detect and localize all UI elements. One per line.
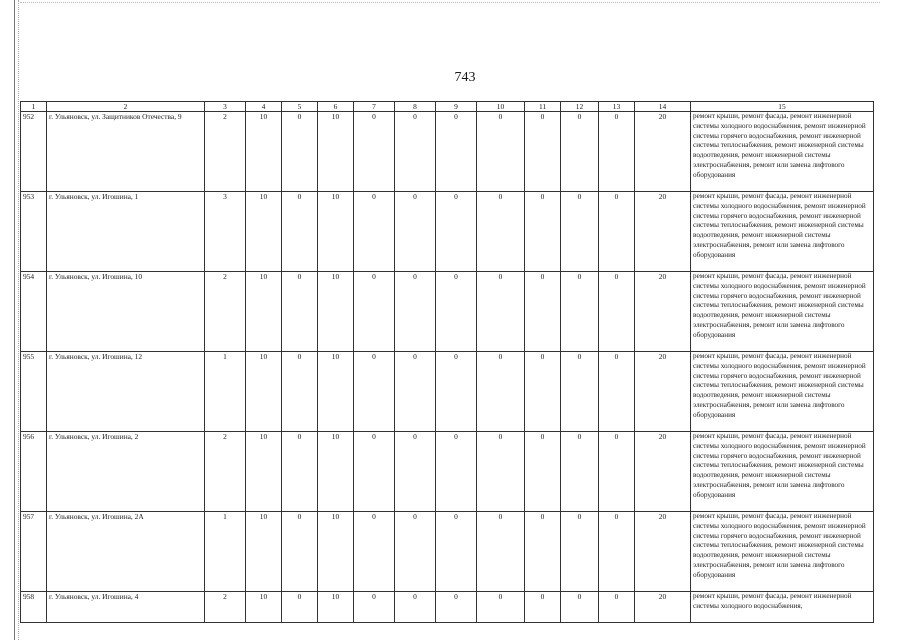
- repair-works-cell: ремонт крыши, ремонт фасада, ремонт инженерной системы холодного водоснабжения, ремонт инженерной системы горячего водоснабжения, ремонт инженерной системы теплоснабжения, ремонт инженерной системы водоотведения, ремонт инженерной системы электроснабжения, ремонт или замена лифтового оборудования: [691, 352, 874, 432]
- value-cell-col-3: 3: [205, 192, 246, 272]
- address-cell: г. Ульяновск, ул. Игошина, 2А: [47, 512, 205, 592]
- repair-works-cell: ремонт крыши, ремонт фасада, ремонт инженерной системы холодного водоснабжения, ремонт инженерной системы горячего водоснабжения, ремонт инженерной системы теплоснабжения, ремонт инженерной системы водоотведения, ремонт инженерной системы электроснабжения, ремонт или замена лифтового оборудования: [691, 272, 874, 352]
- value-cell-col-9: 0: [436, 112, 477, 192]
- table-row: [21, 192, 874, 272]
- housing-repair-table: [20, 101, 874, 623]
- value-cell-col-7: 0: [354, 112, 395, 192]
- value-cell-col-6: 10: [318, 192, 354, 272]
- value-cell-col-12: 0: [561, 592, 599, 623]
- value-cell-col-3: 2: [205, 592, 246, 623]
- value-cell-col-3: 2: [205, 272, 246, 352]
- value-cell-col-14: 20: [635, 592, 691, 623]
- value-cell-col-10: 0: [477, 272, 525, 352]
- value-cell-col-8: 0: [395, 272, 436, 352]
- value-cell-col-13: 0: [599, 352, 635, 432]
- column-header-11: 11: [525, 102, 561, 112]
- binding-margin-line: [14, 0, 15, 640]
- row-number: 957: [21, 512, 47, 592]
- value-cell-col-8: 0: [395, 592, 436, 623]
- repair-works-cell: ремонт крыши, ремонт фасада, ремонт инженерной системы холодного водоснабжения, ремонт инженерной системы горячего водоснабжения, ремонт инженерной системы теплоснабжения, ремонт инженерной системы водоотведения, ремонт инженерной системы электроснабжения, ремонт или замена лифтового оборудования: [691, 512, 874, 592]
- column-header-7: 7: [354, 102, 395, 112]
- address-cell: г. Ульяновск, ул. Игошина, 10: [47, 272, 205, 352]
- repair-works-cell: ремонт крыши, ремонт фасада, ремонт инженерной системы холодного водоснабжения,: [691, 592, 874, 623]
- value-cell-col-5: 0: [282, 432, 318, 512]
- value-cell-col-6: 10: [318, 352, 354, 432]
- value-cell-col-4: 10: [246, 592, 282, 623]
- address-cell: г. Ульяновск, ул. Игошина, 12: [47, 352, 205, 432]
- value-cell-col-3: 2: [205, 112, 246, 192]
- column-header-10: 10: [477, 102, 525, 112]
- address-cell: г. Ульяновск, ул. Игошина, 2: [47, 432, 205, 512]
- column-header-3: 3: [205, 102, 246, 112]
- column-header-1: 1: [21, 102, 47, 112]
- value-cell-col-9: 0: [436, 352, 477, 432]
- top-scan-edge: [20, 2, 880, 3]
- page-number: 743: [454, 70, 476, 85]
- value-cell-col-4: 10: [246, 512, 282, 592]
- value-cell-col-12: 0: [561, 112, 599, 192]
- address-cell: г. Ульяновск, ул. Защитников Отечества, 9: [47, 112, 205, 192]
- value-cell-col-6: 10: [318, 432, 354, 512]
- value-cell-col-9: 0: [436, 512, 477, 592]
- column-header-14: 14: [635, 102, 691, 112]
- value-cell-col-6: 10: [318, 272, 354, 352]
- value-cell-col-8: 0: [395, 352, 436, 432]
- value-cell-col-10: 0: [477, 512, 525, 592]
- value-cell-col-11: 0: [525, 592, 561, 623]
- value-cell-col-12: 0: [561, 512, 599, 592]
- row-number: 955: [21, 352, 47, 432]
- value-cell-col-7: 0: [354, 272, 395, 352]
- value-cell-col-6: 10: [318, 592, 354, 623]
- value-cell-col-7: 0: [354, 192, 395, 272]
- table-row: [21, 112, 874, 192]
- value-cell-col-12: 0: [561, 352, 599, 432]
- row-number: 958: [21, 592, 47, 623]
- value-cell-col-4: 10: [246, 112, 282, 192]
- value-cell-col-13: 0: [599, 192, 635, 272]
- value-cell-col-5: 0: [282, 512, 318, 592]
- address-cell: г. Ульяновск, ул. Игошина, 4: [47, 592, 205, 623]
- column-header-15: 15: [691, 102, 874, 112]
- column-header-5: 5: [282, 102, 318, 112]
- value-cell-col-10: 0: [477, 432, 525, 512]
- binding-margin-dotted-line: [18, 0, 19, 640]
- table-row: [21, 352, 874, 432]
- value-cell-col-11: 0: [525, 432, 561, 512]
- value-cell-col-9: 0: [436, 272, 477, 352]
- value-cell-col-13: 0: [599, 592, 635, 623]
- value-cell-col-11: 0: [525, 192, 561, 272]
- value-cell-col-8: 0: [395, 512, 436, 592]
- value-cell-col-9: 0: [436, 192, 477, 272]
- column-header-13: 13: [599, 102, 635, 112]
- value-cell-col-8: 0: [395, 112, 436, 192]
- value-cell-col-13: 0: [599, 272, 635, 352]
- value-cell-col-5: 0: [282, 192, 318, 272]
- value-cell-col-14: 20: [635, 512, 691, 592]
- value-cell-col-13: 0: [599, 432, 635, 512]
- value-cell-col-3: 1: [205, 512, 246, 592]
- value-cell-col-14: 20: [635, 432, 691, 512]
- value-cell-col-9: 0: [436, 432, 477, 512]
- row-number: 956: [21, 432, 47, 512]
- repair-works-cell: ремонт крыши, ремонт фасада, ремонт инженерной системы холодного водоснабжения, ремонт инженерной системы горячего водоснабжения, ремонт инженерной системы теплоснабжения, ремонт инженерной системы водоотведения, ремонт инженерной системы электроснабжения, ремонт или замена лифтового оборудования: [691, 432, 874, 512]
- value-cell-col-6: 10: [318, 512, 354, 592]
- table-row: [21, 272, 874, 352]
- value-cell-col-12: 0: [561, 272, 599, 352]
- value-cell-col-13: 0: [599, 512, 635, 592]
- row-number: 954: [21, 272, 47, 352]
- value-cell-col-14: 20: [635, 112, 691, 192]
- value-cell-col-4: 10: [246, 192, 282, 272]
- value-cell-col-11: 0: [525, 272, 561, 352]
- value-cell-col-8: 0: [395, 432, 436, 512]
- table-row: [21, 512, 874, 592]
- value-cell-col-11: 0: [525, 512, 561, 592]
- row-number: 953: [21, 192, 47, 272]
- value-cell-col-10: 0: [477, 592, 525, 623]
- value-cell-col-4: 10: [246, 272, 282, 352]
- value-cell-col-3: 2: [205, 432, 246, 512]
- repair-works-cell: ремонт крыши, ремонт фасада, ремонт инженерной системы холодного водоснабжения, ремонт инженерной системы горячего водоснабжения, ремонт инженерной системы теплоснабжения, ремонт инженерной системы водоотведения, ремонт инженерной системы электроснабжения, ремонт или замена лифтового оборудования: [691, 192, 874, 272]
- value-cell-col-7: 0: [354, 592, 395, 623]
- value-cell-col-4: 10: [246, 432, 282, 512]
- value-cell-col-7: 0: [354, 432, 395, 512]
- table-row: [21, 592, 874, 623]
- value-cell-col-11: 0: [525, 112, 561, 192]
- value-cell-col-11: 0: [525, 352, 561, 432]
- value-cell-col-14: 20: [635, 352, 691, 432]
- column-header-12: 12: [561, 102, 599, 112]
- value-cell-col-8: 0: [395, 192, 436, 272]
- address-cell: г. Ульяновск, ул. Игошина, 1: [47, 192, 205, 272]
- table-row: [21, 432, 874, 512]
- value-cell-col-9: 0: [436, 592, 477, 623]
- value-cell-col-12: 0: [561, 432, 599, 512]
- value-cell-col-5: 0: [282, 592, 318, 623]
- value-cell-col-5: 0: [282, 272, 318, 352]
- column-header-8: 8: [395, 102, 436, 112]
- value-cell-col-5: 0: [282, 112, 318, 192]
- column-header-2: 2: [47, 102, 205, 112]
- value-cell-col-5: 0: [282, 352, 318, 432]
- value-cell-col-3: 1: [205, 352, 246, 432]
- column-number-header-row: [21, 102, 874, 112]
- value-cell-col-14: 20: [635, 192, 691, 272]
- value-cell-col-13: 0: [599, 112, 635, 192]
- column-header-9: 9: [436, 102, 477, 112]
- value-cell-col-10: 0: [477, 352, 525, 432]
- value-cell-col-7: 0: [354, 352, 395, 432]
- value-cell-col-12: 0: [561, 192, 599, 272]
- repair-works-cell: ремонт крыши, ремонт фасада, ремонт инженерной системы холодного водоснабжения, ремонт инженерной системы горячего водоснабжения, ремонт инженерной системы теплоснабжения, ремонт инженерной системы водоотведения, ремонт инженерной системы электроснабжения, ремонт или замена лифтового оборудования: [691, 112, 874, 192]
- value-cell-col-10: 0: [477, 192, 525, 272]
- row-number: 952: [21, 112, 47, 192]
- column-header-4: 4: [246, 102, 282, 112]
- column-header-6: 6: [318, 102, 354, 112]
- value-cell-col-6: 10: [318, 112, 354, 192]
- value-cell-col-14: 20: [635, 272, 691, 352]
- value-cell-col-10: 0: [477, 112, 525, 192]
- value-cell-col-4: 10: [246, 352, 282, 432]
- value-cell-col-7: 0: [354, 512, 395, 592]
